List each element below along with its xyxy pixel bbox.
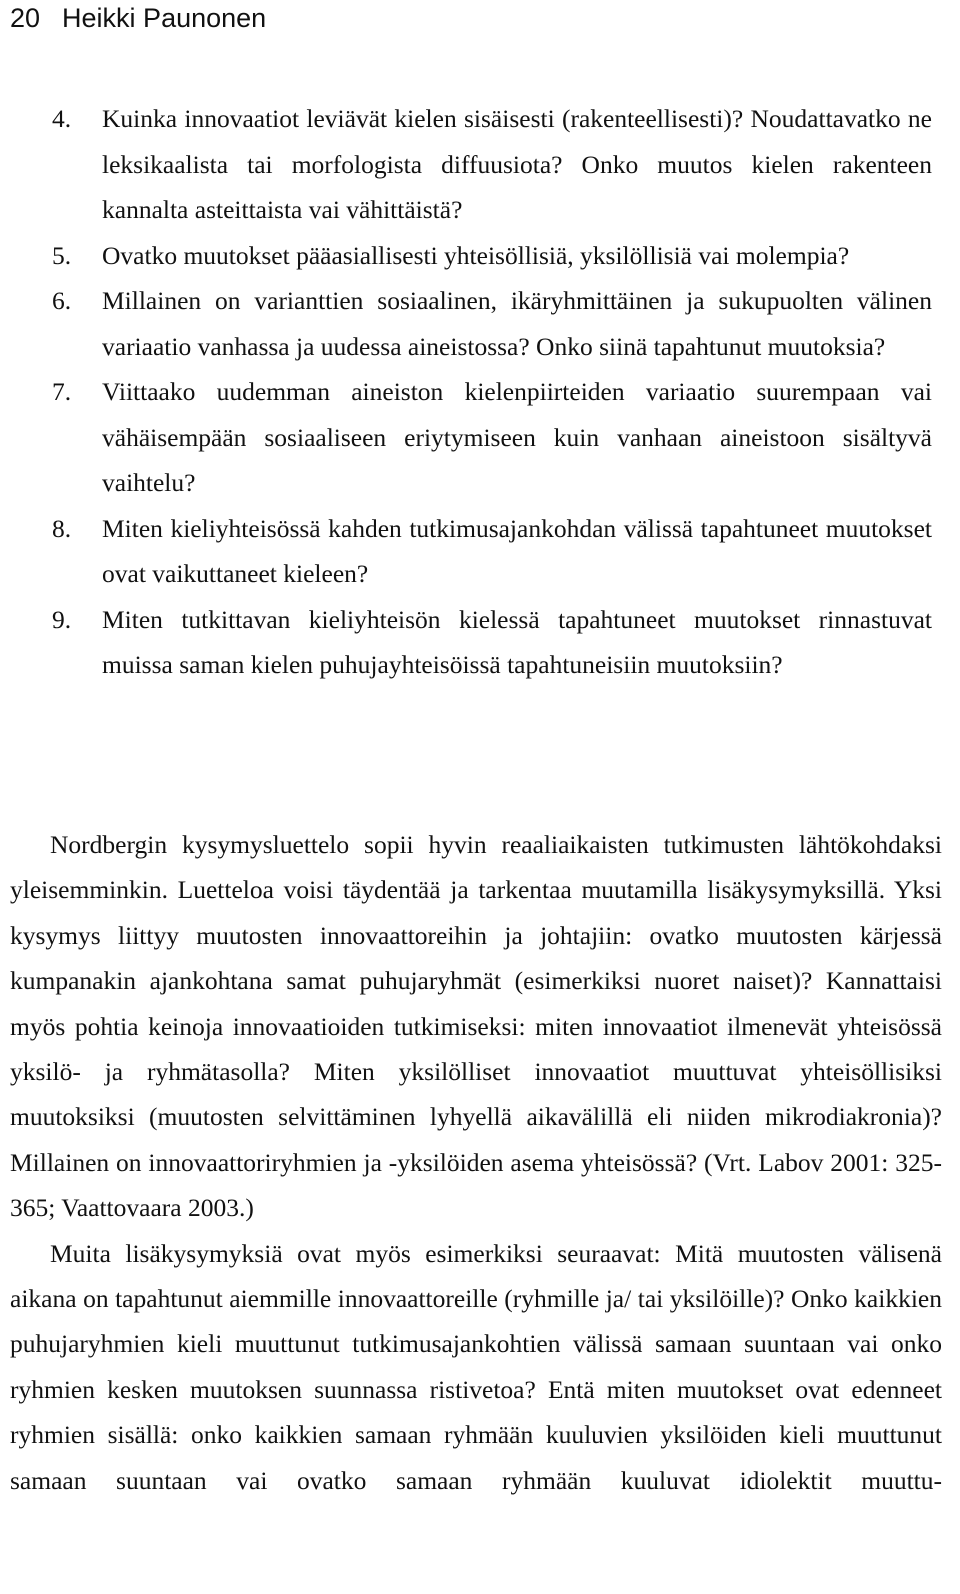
list-item-text: Ovatko muutokset pääasiallisesti yhteisöllisiä, yksilöllisiä vai molempia?: [102, 240, 850, 270]
list-item-number: 7.: [52, 377, 72, 406]
list-item: [52, 597, 932, 688]
list-item-number: 6.: [52, 286, 72, 315]
list-item: [52, 506, 932, 597]
list-item: [52, 369, 932, 506]
list-item-text: Viittaako uudemman aineiston kielenpiirteiden variaatio suurempaan vai vähäisempään sosiaaliseen eriytymiseen kuin vanhaan aineistoon sisältyvä vaihtelu?: [102, 377, 932, 497]
list-item-number: 9.: [52, 604, 72, 634]
paragraph: Muita lisäkysymyksiä ovat myös esimerkiksi seuraavat: Mitä muutosten välisenä aikana on tapahtunut aiemmille innovaattoreille (ryhmille ja/ tai yksilöille)? Onko kaikkien puhujaryhmien kieli muuttunut tutkimusajankohtien välissä samaan suuntaan vai onko ryhmien kesken muutoksen suunnassa ristivetoa? Entä miten muutokset ovat edenneet ryhmien sisällä: onko kaikkien samaan ryhmään kuuluvien yksilöiden kieli muuttunut samaan suuntaan vai ovatko samaan ryhmään kuuluvat idiolektit muuttu-: [10, 1238, 942, 1495]
list-item-number: 4.: [52, 104, 72, 133]
list-item: [52, 96, 932, 233]
list-item-number: 5.: [52, 240, 72, 270]
running-head-author: Heikki Paunonen: [62, 3, 267, 33]
list-item-text: Kuinka innovaatiot leviävät kielen sisäisesti (rakenteellisesti)? Noudattavatko ne leksikaalista tai morfologista diffuusiota? Onko muutos kielen rakenteen kannalta asteittaista vai vähittäistä?: [102, 104, 932, 224]
list-item-text: Miten kieliyhteisössä kahden tutkimusajankohdan välissä tapahtuneet muutokset ovat vaikuttaneet kieleen?: [102, 513, 932, 588]
list-item: [52, 278, 932, 369]
running-head: [10, 2, 266, 34]
list-item-number: 8.: [52, 513, 72, 543]
list-item-text: Millainen on varianttien sosiaalinen, ikäryhmittäinen ja sukupuolten välinen variaatio vanhassa ja uudessa aineistossa? Onko siinä tapahtunut muutoksia?: [102, 286, 932, 361]
list-item-text: Miten tutkittavan kieliyhteisön kielessä tapahtuneet muutokset rinnastuvat muissa saman kielen puhujayhteisöissä tapahtuneisiin muutoksiin?: [102, 604, 932, 679]
question-list: [52, 96, 932, 688]
body-text: [10, 822, 942, 1503]
paragraph: Nordbergin kysymysluettelo sopii hyvin reaaliaikaisten tutkimusten lähtökohdaksi yleisemminkin. Luetteloa voisi täydentää ja tarkentaa muutamilla lisäkysymyksillä. Yksi kysymys liittyy muutosten innovaattoreihin ja johtajiin: ovatko muutosten kärjessä kumpanakin ajankohtana samat puhujaryhmät (esimerkiksi nuoret naiset)? Kannattaisi myös pohtia keinoja innovaatioiden tutkimiseksi: miten innovaatiot ilmenevät yhteisössä yksilö- ja ryhmätasolla? Miten yksilölliset innovaatiot muuttuvat yhteisöllisiksi muutoksiksi (muutosten selvittäminen lyhyellä aikavälillä eli niiden mikrodiakronia)? Millainen on innovaattoriryhmien ja -yksilöiden asema yhteisössä? (Vrt. Labov 2001: 325-365; Vaattovaara 2003.): [10, 830, 942, 1223]
list-item: [52, 233, 932, 279]
page-number: 20: [10, 3, 41, 33]
